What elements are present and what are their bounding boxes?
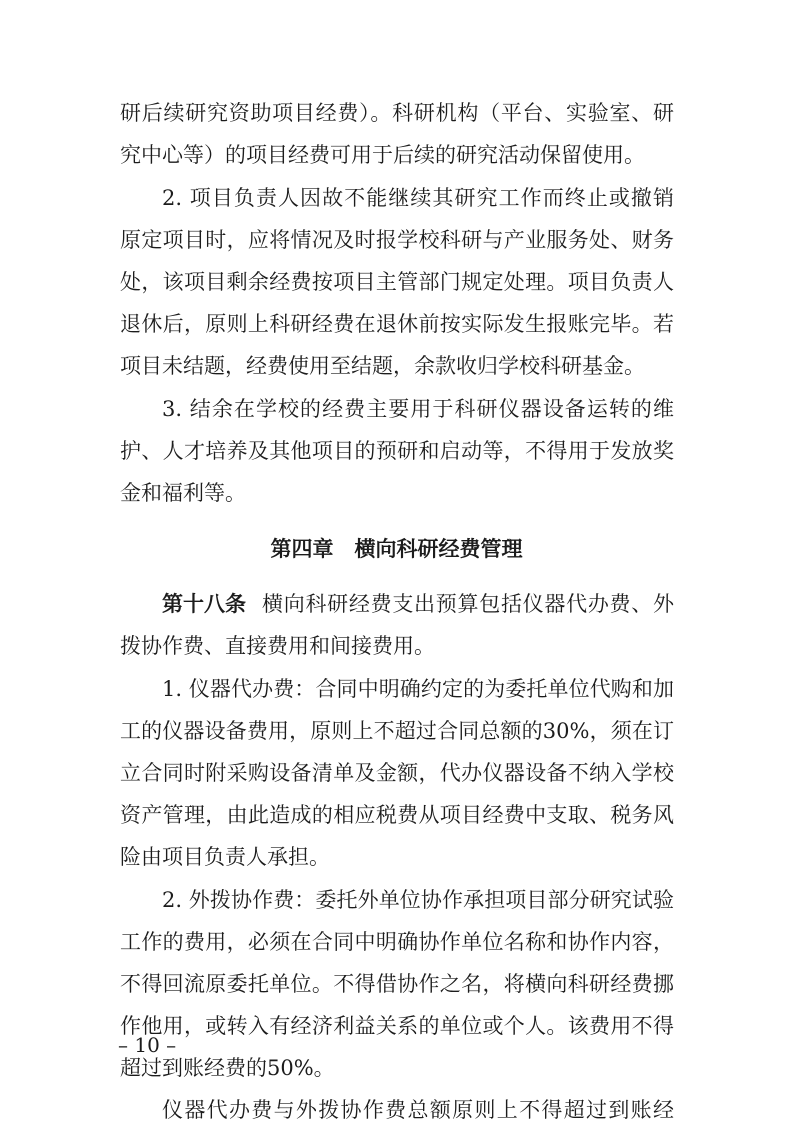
paragraph-line: 超过到账经费的50%。 [120,1056,335,1080]
paragraph-line: 护、人才培养及其他项目的预研和启动等，不得用于发放奖 [120,439,674,463]
paragraph-line: 原定项目时，应将情况及时报学校科研与产业服务处、财务 [120,228,674,252]
paragraph-line: 2. 项目负责人因故不能继续其研究工作而终止或撤销 [162,186,674,210]
paragraph-line: 作他用，或转入有经济利益关系的单位或个人。该费用不得 [120,1014,674,1038]
paragraph-line: 拨协作费、直接费用和间接费用。 [120,634,435,658]
paragraph-line: 退休后，原则上科研经费在退休前按实际发生报账完毕。若 [120,312,674,336]
paragraph-line: 立合同时附采购设备清单及金额，代办仪器设备不纳入学校 [120,761,674,785]
paragraph-line: 横向科研经费支出预算包括仪器代办费、外 [262,592,674,616]
article-label-text: 第十八条 [162,592,246,616]
paragraph-line: 工作的费用，必须在合同中明确协作单位名称和协作内容， [120,930,674,954]
paragraph-line: 2. 外拨协作费：委托外单位协作承担项目部分研究试验 [162,888,674,912]
paragraph-line: 1. 仪器代办费：合同中明确约定的为委托单位代购和加 [162,677,674,701]
paragraph-line: 工的仪器设备费用，原则上不超过合同总额的30%，须在订 [120,719,674,743]
article-label [162,590,252,618]
paragraph-line: 资产管理，由此造成的相应税费从项目经费中支取、税务风 [120,803,674,827]
paragraph-line: 3. 结余在学校的经费主要用于科研仪器设备运转的维 [162,397,674,421]
paragraph-line: 不得回流原委托单位。不得借协作之名，将横向科研经费挪 [120,972,674,996]
paragraph-line: 金和福利等。 [120,481,246,505]
paragraph-line: 项目未结题，经费使用至结题，余款收归学校科研基金。 [120,354,645,378]
paragraph-line: 仪器代办费与外拨协作费总额原则上不得超过到账经 [162,1098,674,1122]
paragraph-line: 处，该项目剩余经费按项目主管部门规定处理。项目负责人 [120,270,674,294]
paragraph-line: 究中心等）的项目经费可用于后续的研究活动保留使用。 [120,143,645,167]
paragraph-line: 险由项目负责人承担。 [120,845,330,869]
page-number: – 10 – [118,1033,177,1057]
chapter-heading: 第四章 横向科研经费管理 [270,537,523,561]
paragraph-line: 研后续研究资助项目经费）。科研机构（平台、实验室、研 [120,101,674,125]
